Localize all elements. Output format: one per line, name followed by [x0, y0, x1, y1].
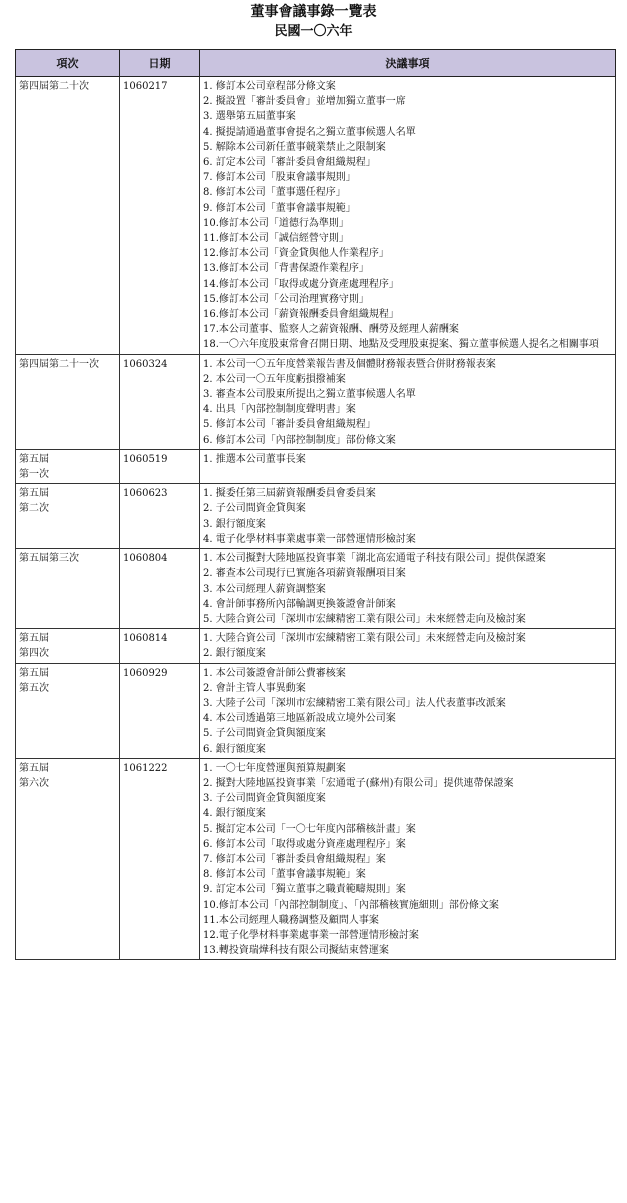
- resolution-list: [203, 357, 612, 448]
- meeting-term: [16, 354, 120, 449]
- meeting-term-text: 第五屆 第一次: [19, 453, 49, 481]
- resolution-item: 1. 本公司簽證會計師公費審核案: [203, 667, 346, 679]
- resolution-item: 14.修訂本公司「取得或處分資產處理程序」: [203, 278, 399, 290]
- meeting-term-text: 第四屆第二十一次: [19, 358, 99, 370]
- resolution-cell: [200, 629, 616, 663]
- table-row: [16, 629, 616, 663]
- table-row: [16, 449, 616, 483]
- resolution-item: 4. 電子化學材料事業處事業一部營運情形檢討案: [203, 533, 416, 545]
- resolution-item: 2. 子公司間資金貸與案: [203, 503, 306, 515]
- meeting-term-text: 第五屆 第六次: [19, 762, 49, 789]
- resolution-item: 13.修訂本公司「背書保證作業程序」: [203, 263, 369, 275]
- resolution-item: 4. 出具「內部控制制度聲明書」案: [203, 404, 356, 416]
- resolution-item: 3. 審查本公司股東所提出之獨立董事候選人名單: [203, 389, 416, 401]
- resolution-cell: [200, 663, 616, 758]
- resolution-item: 1. 修訂本公司章程部分條文案: [203, 81, 336, 92]
- resolution-list: [203, 452, 612, 467]
- resolution-item: 10.修訂本公司「內部控制制度」、「內部稽核實施細則」部份條文案: [203, 899, 499, 911]
- resolution-list: [203, 486, 612, 547]
- resolution-item: 2. 擬對大陸地區投資事業「宏通電子(蘇州)有限公司」提供連帶保證案: [203, 777, 514, 789]
- resolution-cell: [200, 484, 616, 549]
- resolution-item: 8. 修訂本公司「董事選任程序」: [203, 187, 346, 199]
- resolution-item: 11.本公司經理人職務調整及顧問人事案: [203, 914, 379, 926]
- resolution-item: 2. 本公司一〇五年度虧損撥補案: [203, 373, 346, 385]
- header-items: 決議事項: [200, 50, 616, 77]
- resolution-item: 3. 銀行額度案: [203, 518, 266, 530]
- meeting-date: 1060519: [120, 449, 200, 483]
- resolution-item: 2. 審查本公司現行已實施各項薪資報酬項目案: [203, 568, 406, 580]
- meeting-term: [16, 629, 120, 663]
- header-row: [16, 50, 616, 77]
- resolution-item: 8. 修訂本公司「董事會議事規範」案: [203, 869, 366, 881]
- resolution-item: 3. 大陸子公司「深圳市宏練精密工業有限公司」法人代表董事改派案: [203, 697, 506, 709]
- meeting-date: 1060929: [120, 663, 200, 758]
- resolution-item: 2. 銀行額度案: [203, 648, 266, 660]
- resolution-cell: [200, 449, 616, 483]
- resolution-list: [203, 551, 612, 627]
- resolution-item: 10.修訂本公司「道德行為準則」: [203, 217, 349, 229]
- header-term: 項次: [16, 50, 120, 77]
- resolution-list: [203, 631, 612, 661]
- resolution-item: 13.轉投資瑞燁科技有限公司擬結束營運案: [203, 945, 389, 957]
- resolution-item: 15.修訂本公司「公司治理實務守則」: [203, 293, 369, 305]
- meeting-date: 1060324: [120, 354, 200, 449]
- resolution-item: 5. 擬訂定本公司「一〇七年度內部稽核計畫」案: [203, 823, 416, 835]
- resolution-item: 7. 修訂本公司「審計委員會組織規程」案: [203, 853, 386, 865]
- resolution-item: 1. 本公司擬對大陸地區投資事業「湖北高宏通電子科技有限公司」提供保證案: [203, 553, 546, 565]
- meeting-date: 1060804: [120, 549, 200, 629]
- table-row: [16, 77, 616, 355]
- meeting-term: [16, 758, 120, 960]
- resolution-item: 4. 本公司透過第三地區新設成立境外公司案: [203, 713, 396, 725]
- resolution-item: 6. 修訂本公司「內部控制制度」部份條文案: [203, 434, 396, 446]
- meeting-date: 1060623: [120, 484, 200, 549]
- document-title: 董事會議事錄一覽表: [250, 4, 377, 20]
- table-row: [16, 549, 616, 629]
- table-row: [16, 758, 616, 960]
- resolution-list: [203, 666, 612, 757]
- resolution-item: 11.修訂本公司「誠信經營守則」: [203, 233, 349, 245]
- table-row: [16, 354, 616, 449]
- table-row: [16, 484, 616, 549]
- resolution-item: 4. 擬提請通過董事會提名之獨立董事候選人名單: [203, 126, 416, 138]
- resolution-item: 17.本公司董事、監察人之薪資報酬、酬勞及經理人薪酬案: [203, 324, 459, 336]
- meeting-term: [16, 484, 120, 549]
- meeting-term: [16, 663, 120, 758]
- resolution-item: 5. 子公司間資金貸與額度案: [203, 728, 326, 740]
- resolution-item: 6. 銀行額度案: [203, 743, 266, 755]
- resolution-item: 7. 修訂本公司「股東會議事規則」: [203, 172, 356, 184]
- meeting-term-text: 第四屆第二十次: [19, 81, 89, 92]
- resolution-item: 4. 會計師事務所內部輪調更換簽證會計師案: [203, 598, 396, 610]
- resolution-item: 5. 大陸合資公司「深圳市宏練精密工業有限公司」未來經營走向及檢討案: [203, 613, 526, 625]
- meeting-term: [16, 449, 120, 483]
- minutes-table: [15, 49, 616, 960]
- resolution-item: 9. 修訂本公司「董事會議事規範」: [203, 202, 356, 214]
- resolution-item: 5. 修訂本公司「審計委員會組織規程」: [203, 419, 376, 431]
- resolution-list: [203, 761, 612, 959]
- resolution-item: 5. 解除本公司新任董事競業禁止之限制案: [203, 141, 386, 153]
- resolution-item: 18.一〇六年度股東常會召開日期、地點及受理股東提案、獨立董事候選人提名之相關事項: [203, 339, 599, 351]
- header-date: 日期: [120, 50, 200, 77]
- meeting-date: 1061222: [120, 758, 200, 960]
- resolution-item: 1. 本公司一〇五年度營業報告書及個體財務報表暨合併財務報表案: [203, 358, 496, 370]
- resolution-item: 12.修訂本公司「資金貸與他人作業程序」: [203, 248, 389, 260]
- resolution-item: 4. 銀行額度案: [203, 808, 266, 820]
- meeting-date: 1060814: [120, 629, 200, 663]
- resolution-item: 3. 子公司間資金貸與額度案: [203, 793, 326, 805]
- meeting-term-text: 第五屆第三次: [19, 553, 79, 565]
- document-subtitle: 民國一〇六年: [274, 24, 353, 39]
- table-body: [16, 77, 616, 960]
- meeting-term: [16, 77, 120, 355]
- resolution-item: 16.修訂本公司「薪資報酬委員會組織規程」: [203, 309, 399, 321]
- meeting-term-text: 第五屆 第五次: [19, 667, 49, 694]
- resolution-cell: [200, 758, 616, 960]
- resolution-cell: [200, 549, 616, 629]
- meeting-term: [16, 549, 120, 629]
- resolution-cell: [200, 77, 616, 355]
- resolution-item: 1. 一〇七年度營運與預算規劃案: [203, 762, 346, 774]
- resolution-item: 1. 大陸合資公司「深圳市宏練精密工業有限公司」未來經營走向及檢討案: [203, 633, 526, 645]
- meeting-term-text: 第五屆 第四次: [19, 633, 49, 660]
- meeting-date: 1060217: [120, 77, 200, 355]
- resolution-item: 9. 訂定本公司「獨立董事之職責範疇規則」案: [203, 884, 406, 896]
- meeting-term-text: 第五屆 第二次: [19, 488, 49, 515]
- resolution-item: 12.電子化學材料事業處事業一部營運情形檢討案: [203, 929, 419, 941]
- resolution-cell: [200, 354, 616, 449]
- resolution-item: 2. 會計主管人事異動案: [203, 682, 306, 694]
- resolution-item: 3. 選舉第五屆董事案: [203, 111, 296, 123]
- resolution-list: [203, 79, 612, 353]
- resolution-item: 1. 推選本公司董事長案: [203, 453, 306, 465]
- table-row: [16, 663, 616, 758]
- resolution-item: 3. 本公司經理人薪資調整案: [203, 583, 326, 595]
- resolution-item: 6. 修訂本公司「取得或處分資產處理程序」案: [203, 838, 406, 850]
- resolution-item: 2. 擬設置「審計委員會」並增加獨立董事一席: [203, 96, 406, 108]
- resolution-item: 6. 訂定本公司「審計委員會組織規程」: [203, 157, 376, 169]
- resolution-item: 1. 擬委任第三屆薪資報酬委員會委員案: [203, 488, 376, 500]
